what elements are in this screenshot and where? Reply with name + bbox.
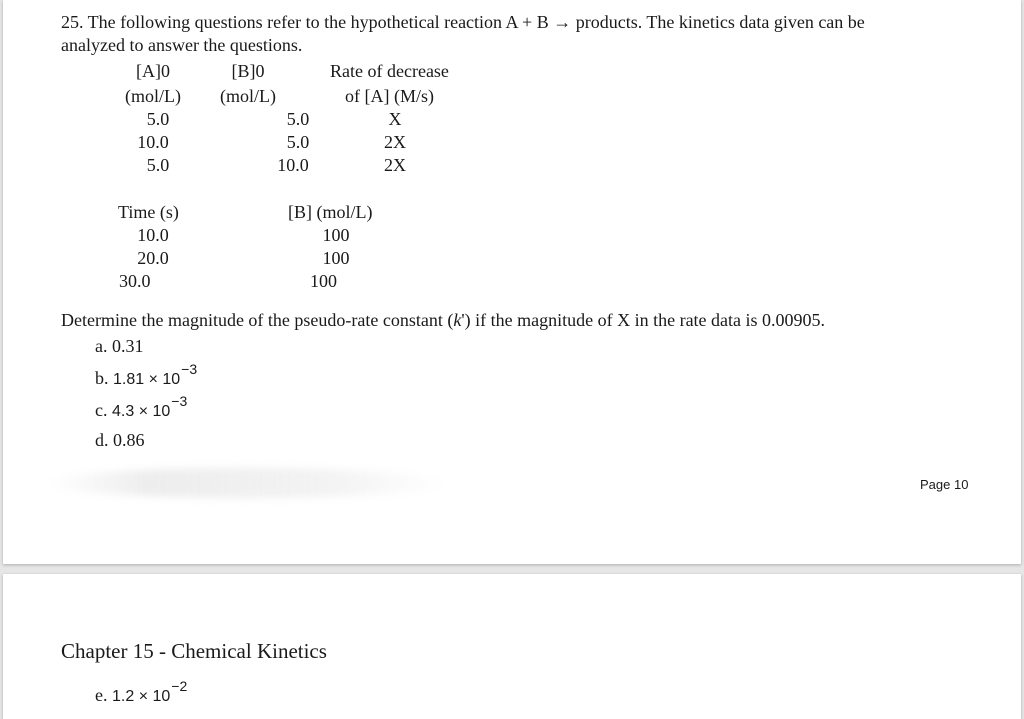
chapter-title: Chapter 15 - Chemical Kinetics [61,639,327,663]
rate-row-2-a: 10.0 [137,132,169,152]
choice-a[interactable]: a. 0.31 [95,336,144,356]
time-row-1-b: 100 [322,225,350,245]
document-page-11 [3,574,1021,719]
rate-row-1-a: 5.0 [146,109,170,129]
page-number: Page 10 [920,477,969,492]
rate-row-3-a: 5.0 [146,155,170,175]
choice-e[interactable]: e. $1.2 \times 10^{-2}$ [95,678,188,705]
header-rate: Rate of decrease [330,61,449,81]
header-time: Time (s) [118,202,179,222]
rate-row-2-b: 5.0 [286,132,310,152]
time-row-3-time: 30.0 [119,271,151,291]
time-row-3-b: 100 [310,271,337,291]
rate-row-1-rate: X [388,109,402,129]
question-line-2: analyzed to answer the questions. [61,35,303,55]
header-b0-unit: (mol/L) [220,86,276,106]
header-a0-unit: (mol/L) [125,86,181,106]
question-line-1: 25. The following questions refer to the hypothetical reaction A + B → products. The kinetics data given can be [61,12,865,32]
document-page-10 [3,0,1021,564]
rate-row-3-b: 10.0 [277,155,309,175]
rate-row-3-rate: 2X [384,155,406,175]
time-row-1-time: 10.0 [137,225,169,245]
header-b0: [B]0 [231,61,265,81]
choice-d[interactable]: d. 0.86 [95,430,145,450]
header-a0: [A]0 [136,61,170,81]
question-prompt: Determine the magnitude of the pseudo-rate constant (k') if the magnitude of X in the rate data is 0.00905. [61,310,826,330]
rate-row-2-rate: 2X [384,132,406,152]
time-row-2-b: 100 [322,248,350,268]
header-b-conc: [B] (mol/L) [288,202,373,222]
header-rate-unit: of [A] (M/s) [345,86,434,106]
time-row-2-time: 20.0 [137,248,169,268]
choice-c[interactable]: c. $4.3 \times 10^{-3}$ [95,393,188,420]
rate-row-1-b: 5.0 [286,109,310,129]
choice-b[interactable]: b. $1.81 \times 10^{-3}$ [95,361,198,388]
blurred-watermark [48,468,448,498]
